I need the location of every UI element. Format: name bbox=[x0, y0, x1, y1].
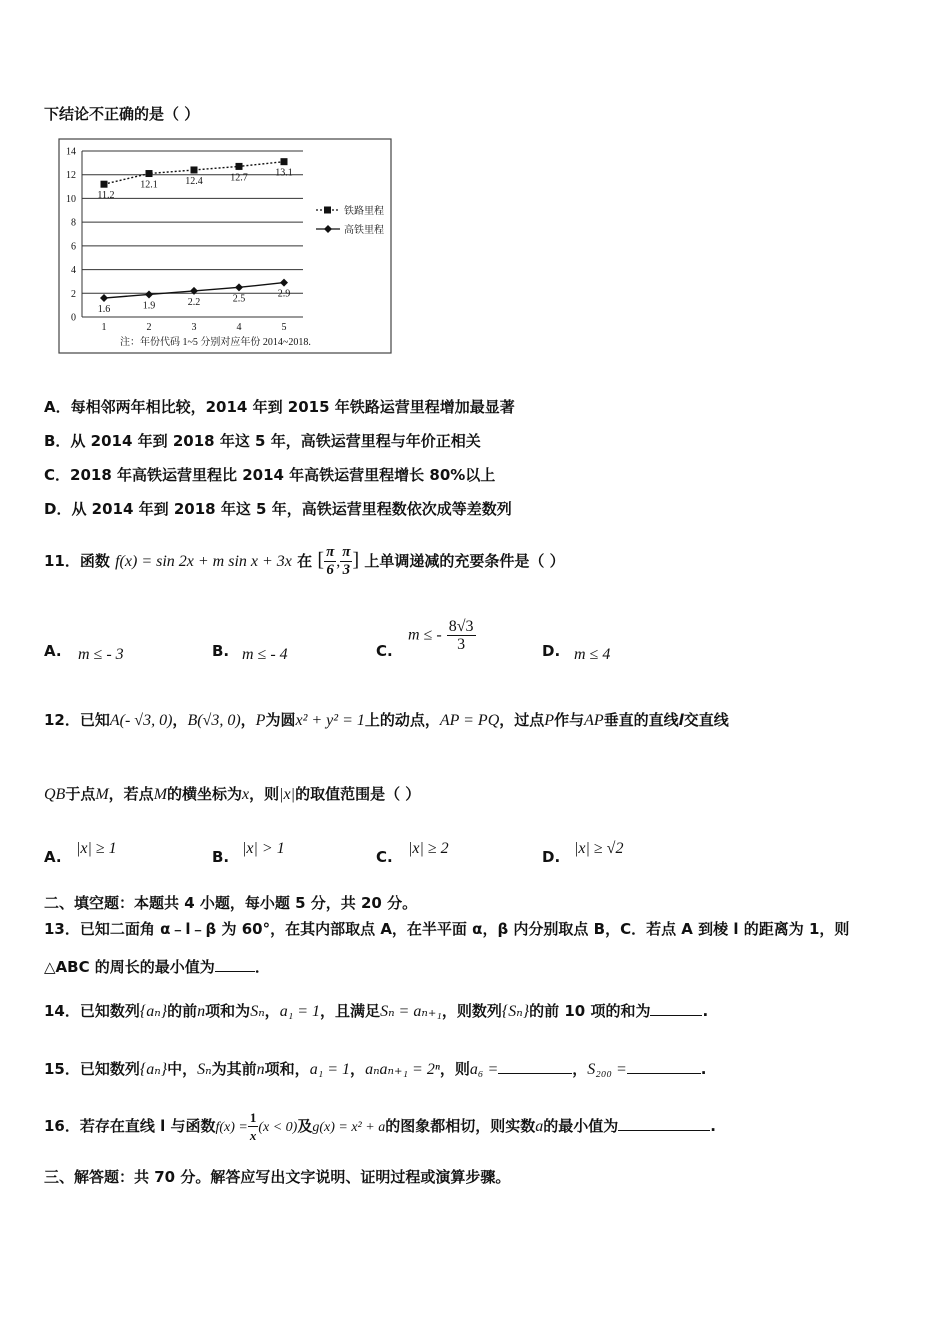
q16-stem: 16．若存在直线 l 与函数f(x) = $\frac{1}{x}$ (x < 0)及g(x) = x² + a的图象都相切，则实数a的最小值为 . bbox=[44, 1110, 716, 1143]
q11-stem: 11．函数 f(x) = sin 2x + m sin x + 3x 在 [ $\frac{\pi}{6}$ , $\frac{\pi}{3}$ ] 上单调递减的充要条件是（ ） bbox=[44, 544, 565, 578]
q12-option-d-label: D. bbox=[542, 848, 561, 866]
x-tick-label: 5 bbox=[281, 322, 287, 333]
data-label-hsr: 1.6 bbox=[97, 304, 111, 316]
q10-option-d: D．从 2014 年到 2018 年这 5 年，高铁运营里程数依次成等差数列 bbox=[44, 500, 512, 518]
line-chart bbox=[58, 138, 394, 356]
q11-option-a: m ≤ - 3 bbox=[78, 646, 124, 663]
y-tick-label: 6 bbox=[71, 241, 76, 253]
q10-option-b: B．从 2014 年到 2018 年这 5 年，高铁运营里程与年价正相关 bbox=[44, 432, 481, 450]
q13-line2: △ABC 的周长的最小值为 ． bbox=[44, 958, 270, 976]
x-tick-label: 1 bbox=[101, 322, 107, 333]
y-tick-label: 2 bbox=[71, 288, 76, 300]
q11-option-a-label: A. bbox=[44, 642, 62, 660]
data-label-rail: 12.7 bbox=[230, 172, 248, 184]
y-tick-label: 12 bbox=[66, 170, 76, 182]
data-label-rail: 11.2 bbox=[97, 190, 115, 202]
data-point-rail bbox=[281, 158, 288, 165]
data-label-hsr: 2.9 bbox=[277, 288, 291, 300]
data-point-rail bbox=[146, 170, 153, 177]
y-tick-label: 4 bbox=[71, 265, 76, 277]
y-tick-label: 0 bbox=[71, 312, 76, 324]
section-2-heading: 二、填空题：本题共 4 小题，每小题 5 分，共 20 分。 bbox=[44, 894, 418, 912]
data-label-rail: 12.4 bbox=[185, 175, 203, 187]
q11-option-d: m ≤ 4 bbox=[574, 646, 611, 663]
q10-option-c: C．2018 年高铁运营里程比 2014 年高铁运营里程增长 80%以上 bbox=[44, 466, 496, 484]
q10-option-a: A．每相邻两年相比较，2014 年到 2015 年铁路运营里程增加最显著 bbox=[44, 398, 515, 416]
y-tick-label: 14 bbox=[66, 146, 76, 158]
q13-line1: 13．已知二面角 α﹣l﹣β 为 60°，在其内部取点 A，在半平面 α，β 内分别取点 B，C．若点 A 到棱 l 的距离为 1，则 bbox=[44, 920, 850, 938]
chart-note: 注：年份代码 1~5 分别对应年份 2014~2018. bbox=[120, 337, 311, 348]
q15-a6-blank[interactable] bbox=[498, 1059, 572, 1074]
q11-option-b: m ≤ - 4 bbox=[242, 646, 288, 663]
q12-option-c: |x| ≥ 2 bbox=[408, 840, 449, 857]
q15-stem: 15．已知数列{aₙ}中，Sₙ为其前n项和，a₁ = 1，aₙaₙ₊₁ = 2ⁿ，则a₆ = ，S₂₀₀ = . bbox=[44, 1060, 707, 1078]
y-tick-label: 8 bbox=[71, 217, 76, 229]
q12-option-a: |x| ≥ 1 bbox=[76, 840, 117, 857]
q11-option-d-label: D. bbox=[542, 642, 561, 660]
data-point-rail bbox=[101, 181, 108, 188]
q12-option-b: |x| > 1 bbox=[242, 840, 285, 857]
q12-option-b-label: B. bbox=[212, 848, 230, 866]
x-tick-label: 4 bbox=[236, 322, 242, 333]
q12-option-d: |x| ≥ √2 bbox=[574, 840, 624, 857]
q12-option-a-label: A. bbox=[44, 848, 62, 866]
data-label-hsr: 1.9 bbox=[142, 300, 156, 312]
q15-s200-blank[interactable] bbox=[627, 1059, 701, 1074]
q16-answer-blank[interactable] bbox=[618, 1116, 710, 1131]
x-tick-label: 3 bbox=[191, 322, 197, 333]
x-tick-label: 2 bbox=[146, 322, 152, 333]
data-point-rail bbox=[191, 166, 198, 173]
q13-answer-blank[interactable] bbox=[215, 957, 255, 972]
q11-option-c: m ≤ - $\frac{8√3}{3}$ bbox=[408, 618, 474, 653]
q14-stem: 14．已知数列{aₙ}的前n项和为Sₙ，a₁ = 1，且满足Sₙ = aₙ₊₁，则数列{Sₙ}的前 10 项的和为 . bbox=[44, 1002, 709, 1020]
legend-marker-rail bbox=[324, 207, 331, 214]
q12-stem-line2: QB于点M，若点M的横坐标为x，则|x|的取值范围是（ ） bbox=[44, 785, 421, 803]
data-label-rail: 13.1 bbox=[275, 167, 293, 179]
q14-answer-blank[interactable] bbox=[650, 1001, 702, 1016]
y-tick-label: 10 bbox=[66, 193, 76, 205]
q12-option-c-label: C. bbox=[376, 848, 393, 866]
data-label-hsr: 2.2 bbox=[187, 296, 201, 308]
q11-option-c-label: C. bbox=[376, 642, 393, 660]
question-intro: 下结论不正确的是（ ） bbox=[44, 105, 200, 123]
data-point-rail bbox=[236, 163, 243, 170]
q11-option-b-label: B. bbox=[212, 642, 230, 660]
legend-label-rail: 铁路里程 bbox=[344, 206, 384, 217]
q12-stem-line1: 12．已知A(- √3, 0)，B(√3, 0)，P为圆x² + y² = 1上的动点，AP = PQ，过点P作与AP垂直的直线l交直线 bbox=[44, 711, 729, 729]
data-label-hsr: 2.5 bbox=[232, 293, 246, 305]
section-3-heading: 三、解答题：共 70 分。解答应写出文字说明、证明过程或演算步骤。 bbox=[44, 1168, 511, 1186]
legend-label-hsr: 高铁里程 bbox=[344, 225, 384, 236]
data-label-rail: 12.1 bbox=[140, 179, 158, 191]
